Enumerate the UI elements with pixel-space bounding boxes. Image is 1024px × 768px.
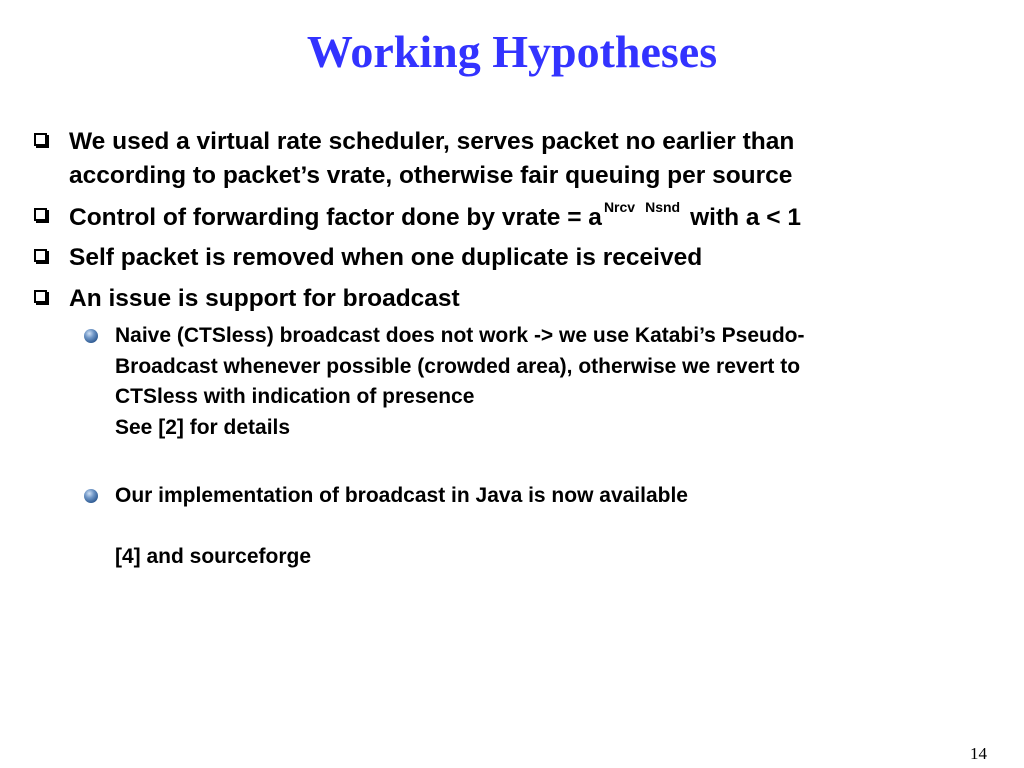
- checkbox-bullet-icon: [34, 290, 47, 303]
- bullet-2-text-after: with a < 1: [690, 204, 802, 231]
- page-number: 14: [970, 744, 987, 763]
- superscript-nrcv: Nrcv: [603, 199, 636, 215]
- bullet-3: Self packet is removed when one duplicate is received: [69, 244, 703, 271]
- sphere-bullet-icon: [84, 329, 98, 343]
- bullet-1-line-2: according to packet’s vrate, otherwise fair queuing per source: [69, 162, 793, 189]
- checkbox-bullet-icon: [34, 208, 47, 221]
- checkbox-bullet-icon: [34, 133, 47, 146]
- subbullet-1-line-1: Naive (CTSless) broadcast does not work -> we use Katabi’s Pseudo-: [115, 324, 805, 347]
- subbullet-1-line-2: Broadcast whenever possible (crowded area), otherwise we revert to: [115, 355, 801, 378]
- slide-title: Working Hypotheses: [306, 26, 718, 77]
- checkbox-bullet-icon: [34, 249, 47, 262]
- subbullet-1-line-3: CTSless with indication of presence: [115, 385, 475, 408]
- bullet-4: An issue is support for broadcast: [69, 285, 460, 312]
- sphere-bullet-icon: [84, 489, 98, 503]
- bullet-2: [69, 200, 989, 234]
- subbullet-2-line-1: Our implementation of broadcast in Java is now available: [115, 484, 688, 507]
- subbullet-1-line-4: See [2] for details: [115, 416, 291, 439]
- superscript-nsnd: Nsnd: [645, 199, 681, 215]
- subbullet-2-line-2: [4] and sourceforge: [115, 545, 312, 568]
- bullet-1-line-1: We used a virtual rate scheduler, serves packet no earlier than: [69, 128, 795, 155]
- bullet-2-text-before: Control of forwarding factor done by vrate = a: [69, 204, 602, 231]
